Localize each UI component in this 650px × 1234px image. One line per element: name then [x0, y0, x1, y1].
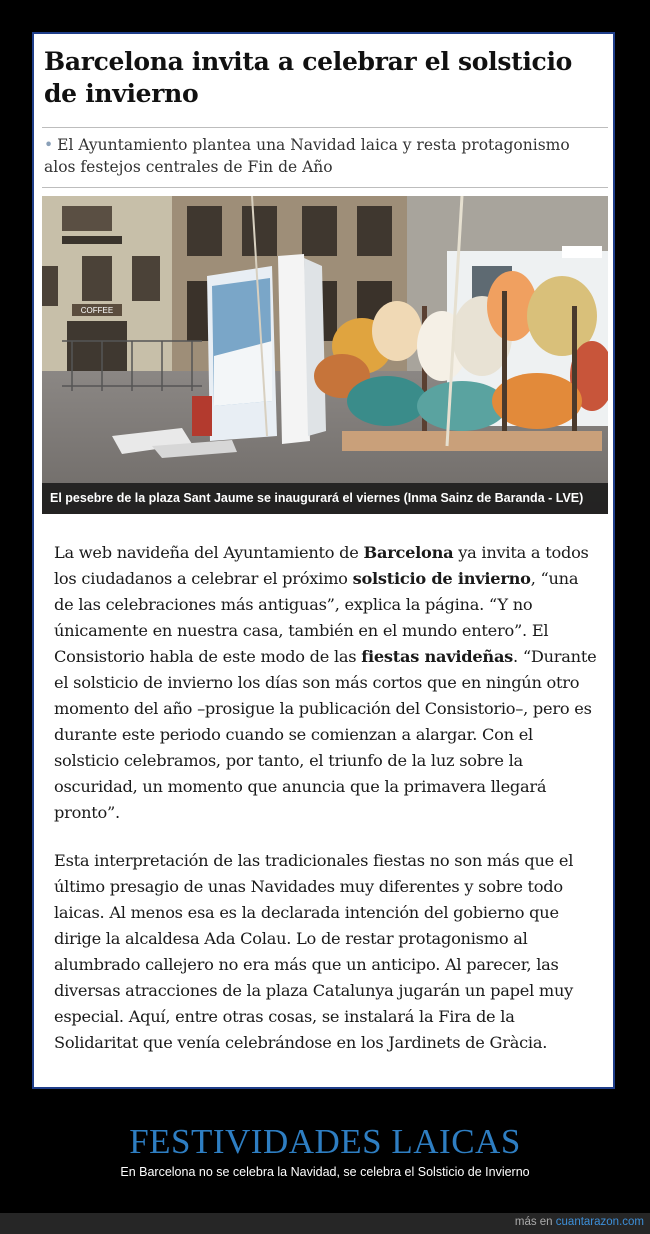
- bold-term: fiestas navideñas: [361, 647, 514, 666]
- photo-caption: El pesebre de la plaza Sant Jaume se inaugurará el viernes (Inma Sainz de Baranda - LVE): [42, 483, 608, 514]
- subtitle-text: El Ayuntamiento plantea una Navidad laica y resta protagonismo alos festejos centrales de Fin de Año: [44, 136, 570, 176]
- paragraph-text: , “una de las celebraciones más antiguas”, explica la página. “Y no únicamente en nuestra casa, también en el mundo entero”. El Consistorio habla de este modo de las: [54, 569, 579, 666]
- title-divider: [42, 127, 608, 128]
- article-paragraph-2: [54, 848, 599, 1056]
- article-paragraph-1: [54, 540, 599, 826]
- article-card: [32, 32, 615, 1089]
- paragraph-text: La web navideña del Ayuntamiento de: [54, 543, 364, 562]
- footer-bar: [0, 1213, 650, 1234]
- paragraph-text: . “Durante el solsticio de invierno los días son más cortos que en ningún otro momento del año –prosigue la publicación del Consistorio–, pero es durante este periodo cuando se comienzan a alargar. Con el solsticio celebramos, por tanto, el triunfo de la luz sobre la oscuridad, un momento que anuncia que la primavera llegará pronto”.: [54, 647, 597, 822]
- coffee-sign-text: COFFEE: [80, 306, 114, 315]
- site-link[interactable]: cuantarazon.com: [555, 1216, 644, 1228]
- bullet-icon: •: [44, 136, 54, 154]
- bold-term: solsticio de invierno: [352, 569, 531, 588]
- footer-prefix: más en: [514, 1216, 556, 1228]
- nativity-scene-illustration: [42, 196, 608, 514]
- banner-subtitle: En Barcelona no se celebra la Navidad, se celebra el Solsticio de Invierno: [120, 1165, 530, 1179]
- footer-credit: [515, 1216, 644, 1228]
- paragraph-text: Esta interpretación de las tradicionales fiestas no son más que el último presagio de unas Navidades muy diferentes y sobre todo laicas. Al menos esa es la declarada intención del gobierno que dirige la alcaldesa Ada Colau. Lo de restar protagonismo al alumbrado callejero no era más que un anticipo. Al parecer, las diversas atracciones de la plaza Catalunya jugarán un papel muy especial. Aquí, entre otras cosas, se instalará la Fira de la Solidaritat que venía celebrándose en los Jardinets de Gràcia.: [54, 851, 574, 1052]
- article-subtitle: [44, 134, 604, 178]
- subtitle-divider: [42, 187, 608, 188]
- paragraph-text: ya invita a todos los ciudadanos a celebrar el próximo: [54, 543, 589, 588]
- banner-title: FESTIVIDADES LAICAS: [129, 1122, 521, 1161]
- article-photo: [42, 196, 608, 514]
- article-title: Barcelona invita a celebrar el solsticio de invierno: [44, 47, 573, 108]
- bold-term: Barcelona: [363, 543, 454, 562]
